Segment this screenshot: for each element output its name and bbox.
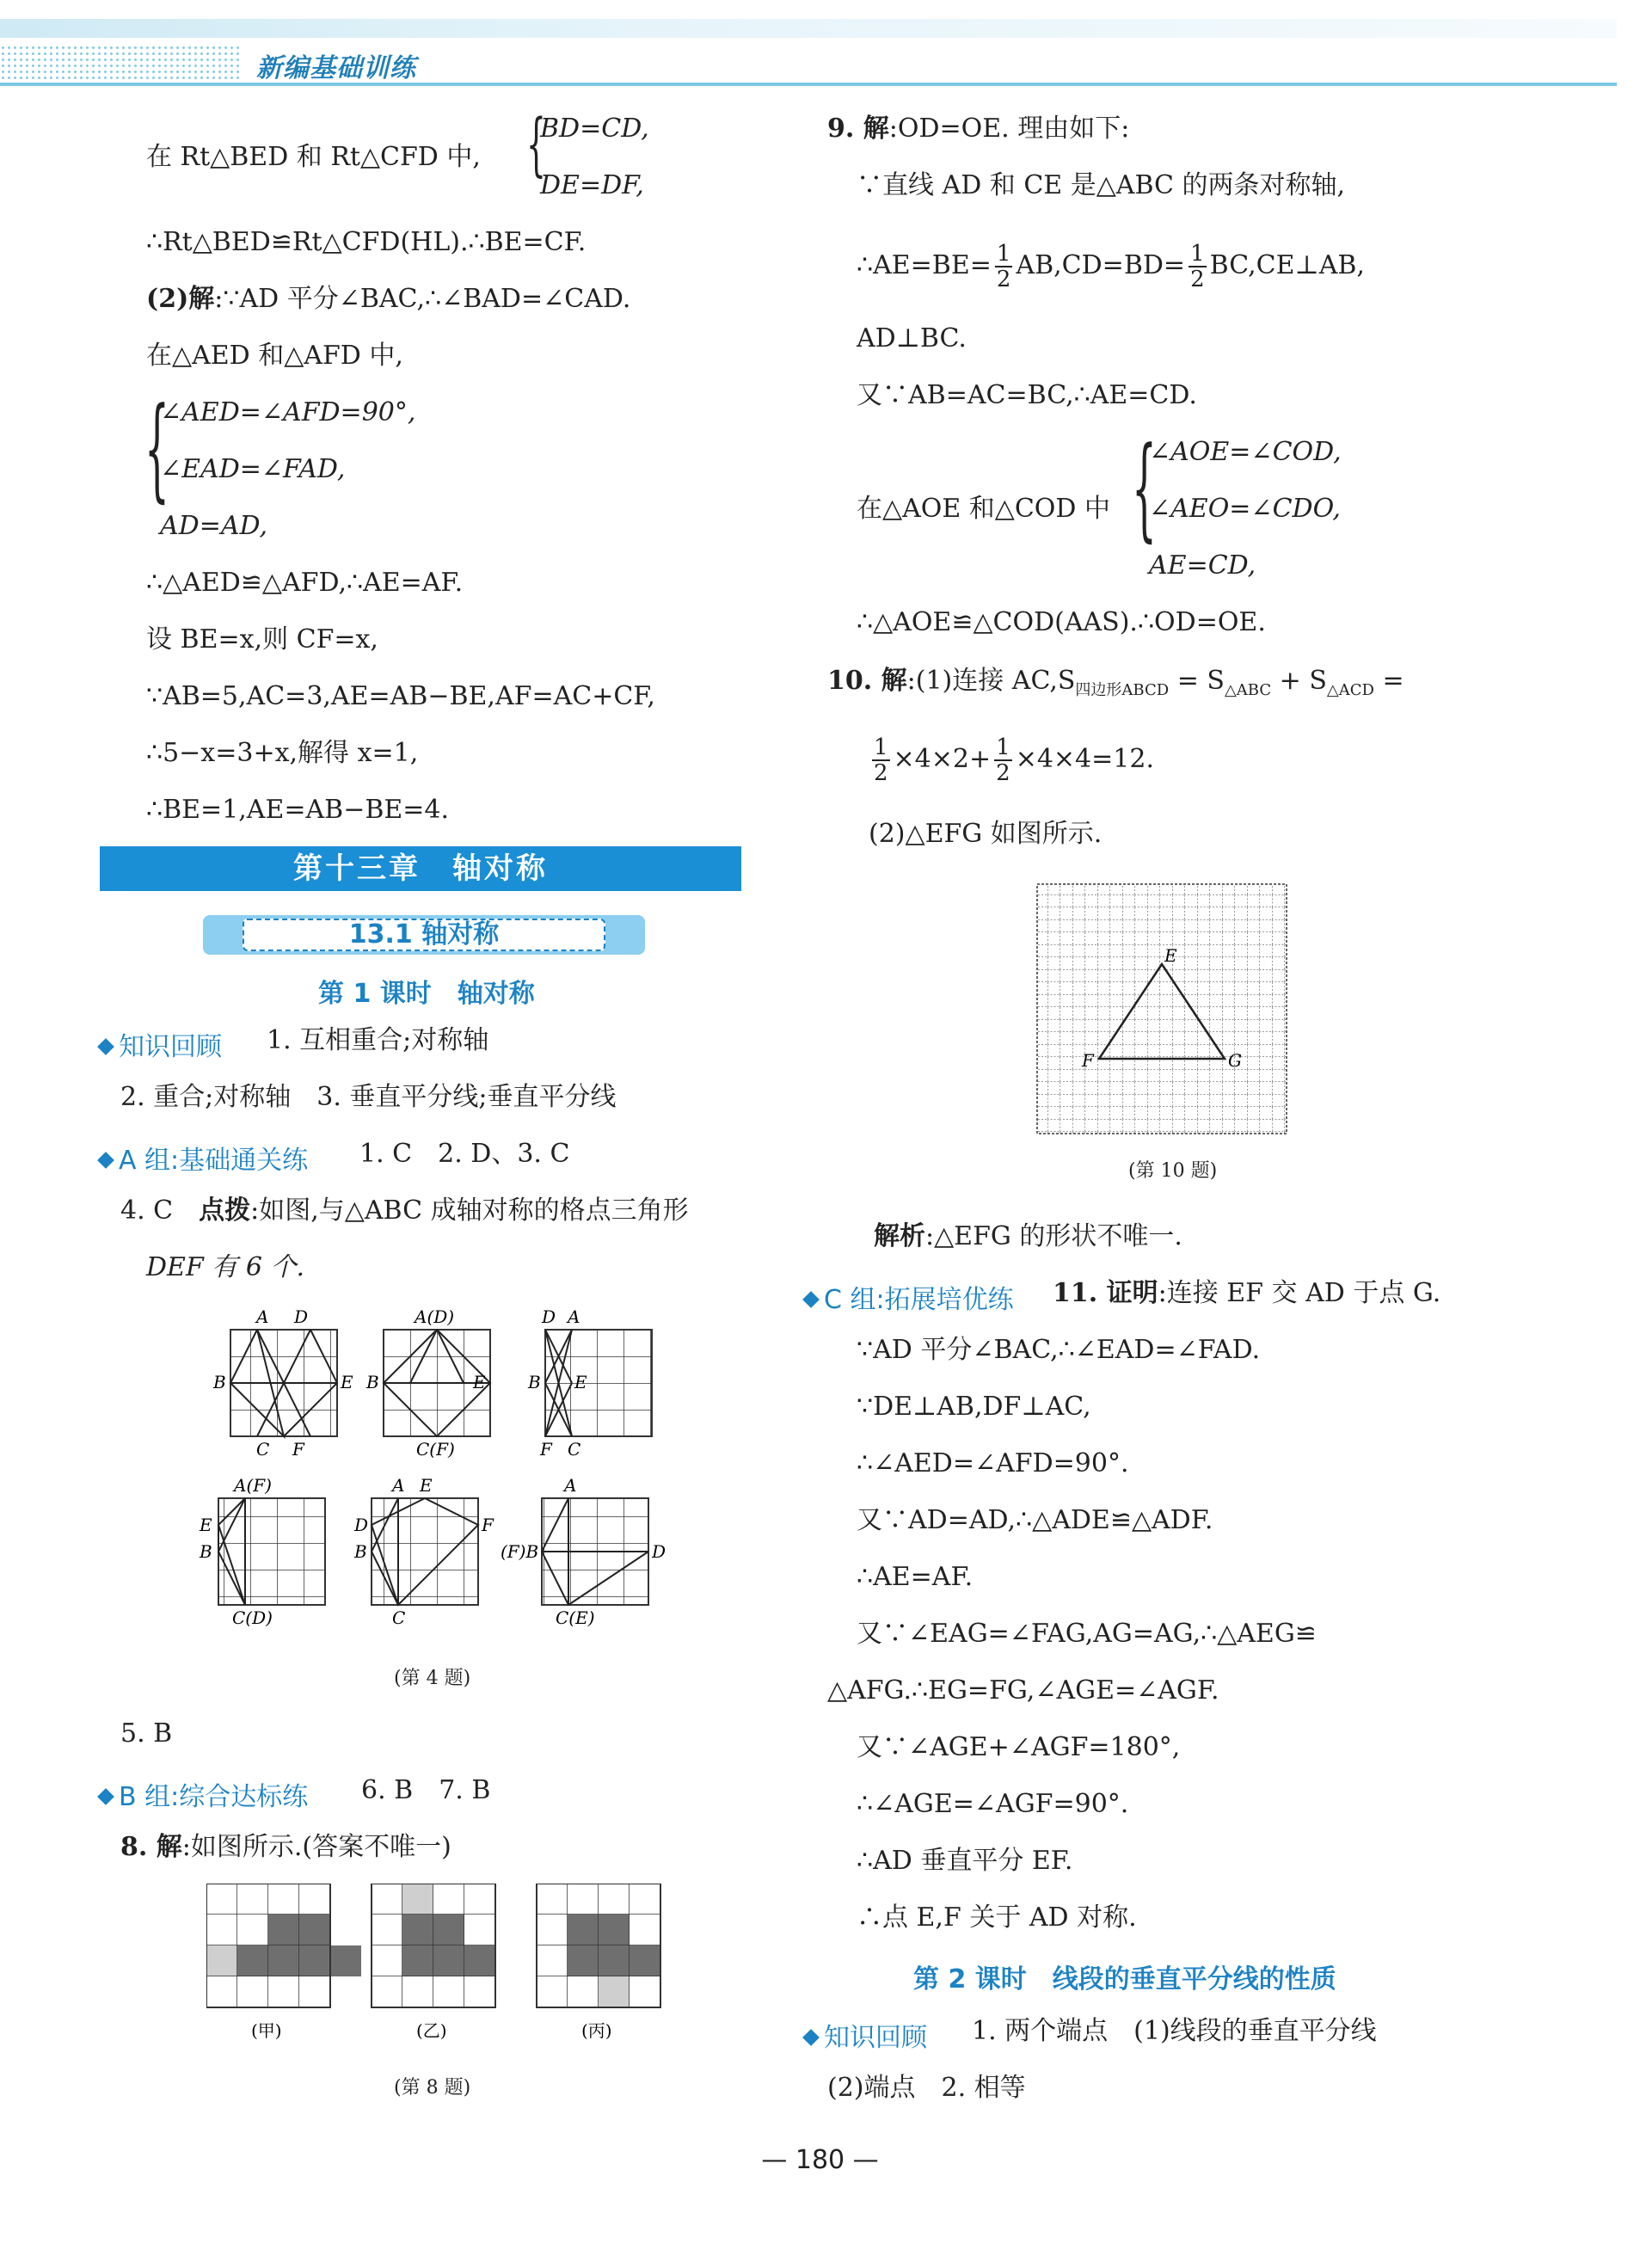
group-a-label [100, 1139, 308, 1177]
brace: { [526, 104, 546, 184]
fig4-label: A(D) [415, 1306, 455, 1327]
group-a-answers: 1. C 2. D、3. C [359, 1139, 570, 1169]
fig4-label: C(E) [556, 1607, 595, 1628]
q4-line-1 [120, 1194, 689, 1228]
left-line-1: 在 Rt△BED 和 Rt△CFD 中, [146, 142, 481, 172]
q5-answer: 5. B [120, 1718, 173, 1749]
right-line-19: △AFG.∴EG=FG,∠AGE=∠AGF. [827, 1675, 1219, 1706]
fig4-label: C [392, 1607, 406, 1628]
right-line-22: ∴AD 垂直平分 EF. [857, 1846, 1073, 1876]
frac-den: 2 [996, 267, 1011, 292]
diamond-icon [802, 1291, 820, 1308]
q10-end: = [1373, 666, 1404, 696]
r3-part-b: AB,CD=BD= [1016, 250, 1186, 280]
lesson-title: 第 1 课时 轴对称 [318, 979, 535, 1009]
right-sys-2: ∠AEO=∠CDO, [1149, 494, 1341, 524]
kr2-answer-1: 1. 两个端点 (1)线段的垂直平分线 [972, 2016, 1377, 2046]
fig4-label: C(D) [232, 1607, 273, 1628]
fig4-label: A(F) [234, 1475, 272, 1496]
kr2-answer-2: (2)端点 2. 相等 [827, 2073, 1026, 2103]
right-line-6: 在△AOE 和△COD 中 [857, 494, 1110, 524]
left-sys-2: DE=DF, [540, 170, 644, 200]
header-title: 新编基础训练 [256, 53, 416, 83]
figure-10 [1035, 882, 1290, 1140]
fig4-label: A [568, 1306, 580, 1327]
fig8-grid-1 [206, 1884, 361, 2007]
knowledge-review-2-text: 知识回顾 [824, 2023, 927, 2053]
fig8-grid-3 [537, 1884, 660, 2007]
half-fraction [994, 735, 1012, 785]
diamond-icon [97, 1152, 114, 1169]
fig8-label: (丙) [581, 2020, 612, 2041]
group-b-answers: 6. B 7. B [361, 1775, 491, 1805]
diamond-icon [802, 2029, 820, 2046]
fig4-panel-2 [365, 1306, 490, 1460]
left-line-11: ∴5−x=3+x,解得 x=1, [146, 738, 419, 768]
fig4-label: B [354, 1541, 367, 1562]
q10-text: :(1)连接 AC,S [906, 666, 1076, 696]
group-c-text: C 组:拓展培优练 [824, 1285, 1014, 1315]
frac-num: 1 [996, 241, 1011, 267]
fig4-label: A [564, 1475, 577, 1496]
header-rule [0, 83, 1617, 86]
right-line-3 [857, 227, 1365, 304]
fig4-label: F [292, 1439, 304, 1460]
section-title: 13.1 轴对称 [243, 919, 605, 951]
q10-plus: + S [1271, 666, 1327, 696]
page-number: — 180 — [761, 2145, 879, 2175]
figure-4 [198, 1304, 697, 1665]
fig4-label: (F)B [501, 1541, 539, 1562]
q11-label: 11. 证明 [1053, 1278, 1158, 1308]
left-line-3-text: :∵AD 平分∠BAC,∴∠BAD=∠CAD. [214, 284, 631, 314]
right-line-9 [869, 721, 1154, 798]
fig8-grid-2 [372, 1884, 495, 2007]
right-line-16: 又∵AD=AD,∴△ADE≌△ADF. [857, 1505, 1213, 1535]
fig4-label: E [473, 1372, 486, 1392]
left-line-4: 在△AED 和△AFD 中, [146, 341, 403, 371]
left-line-8: ∴△AED≌△AFD,∴AE=AF. [146, 568, 464, 598]
figure-8 [206, 1884, 671, 2056]
r3-part-a: ∴AE=BE= [857, 250, 992, 280]
frac-den: 2 [874, 760, 888, 786]
q10-eq: = S [1169, 666, 1225, 696]
header-band [0, 19, 1617, 38]
knowledge-review-2-label [805, 2016, 927, 2054]
right-sys-3: AE=CD, [1149, 550, 1256, 581]
frac-den: 2 [996, 760, 1010, 786]
header-dots [0, 45, 241, 81]
q4-text: :如图,与△ABC 成轴对称的格点三角形 [250, 1195, 689, 1226]
diamond-icon [97, 1038, 114, 1055]
fig4-label: B [528, 1372, 541, 1392]
brace: { [1132, 422, 1157, 553]
fig8-label: (甲) [251, 2020, 282, 2041]
left-line-10: ∵AB=5,AC=3,AE=AB−BE,AF=AC+CF, [146, 681, 655, 711]
fig10-label-g: G [1228, 1050, 1242, 1071]
q8-label: 8. 解 [120, 1832, 182, 1862]
fig4-label: C [568, 1439, 581, 1460]
q9-line [827, 112, 1129, 146]
left-line-2: ∴Rt△BED≌Rt△CFD(HL).∴BE=CF. [146, 227, 587, 257]
r9-part-b: ×4×4=12. [1015, 744, 1154, 774]
q9-text: :OD=OE. 理由如下: [888, 114, 1130, 144]
analysis-text: :△EFG 的形状不唯一. [925, 1221, 1182, 1251]
frac-den: 2 [1190, 267, 1205, 292]
q8-text: :如图所示.(答案不唯一) [181, 1832, 451, 1862]
fig8-caption: (第 8 题) [394, 2077, 471, 2099]
fig4-panel-3 [527, 1306, 652, 1460]
r9-part-a: ×4×2+ [893, 744, 992, 774]
knowledge-review-text: 知识回顾 [119, 1032, 222, 1062]
q10-label: 10. 解 [827, 666, 907, 696]
right-line-21: ∴∠AGE=∠AGF=90°. [857, 1789, 1129, 1819]
fig4-label: C(F) [416, 1439, 455, 1460]
half-fraction [872, 735, 890, 785]
fig4-label: D [354, 1515, 369, 1535]
fig4-label: B [366, 1372, 379, 1392]
right-line-23: ∴点 E,F 关于 AD 对称. [857, 1902, 1137, 1933]
fig4-label: F [540, 1439, 552, 1460]
diamond-icon [97, 1788, 114, 1805]
right-line-15: ∴∠AED=∠AFD=90°. [857, 1448, 1129, 1478]
knowledge-review-label [100, 1025, 222, 1063]
fig4-panel-4 [199, 1475, 325, 1628]
q10-sub-2: △ABC [1224, 681, 1272, 699]
right-line-2: ∵直线 AD 和 CE 是△ABC 的两条对称轴, [857, 170, 1346, 200]
fig4-label: F [482, 1515, 494, 1535]
right-line-7: ∴△AOE≌△COD(AAS).∴OD=OE. [857, 607, 1266, 637]
fig4-label: E [200, 1515, 212, 1535]
half-fraction [995, 242, 1013, 292]
fig4-label: E [341, 1372, 353, 1392]
q8-line [120, 1830, 451, 1865]
fig4-label: D [542, 1306, 556, 1327]
lesson-2-title: 第 2 课时 线段的垂直平分线的性质 [913, 1964, 1336, 1994]
solution-label: (2)解 [146, 284, 215, 314]
fig4-caption: (第 4 题) [394, 1668, 471, 1689]
right-line-17: ∴AE=AF. [857, 1562, 974, 1592]
fig10-caption: (第 10 题) [1128, 1160, 1218, 1182]
analysis-line [874, 1220, 1182, 1254]
left-line-12: ∴BE=1,AE=AB−BE=4. [146, 795, 450, 825]
group-c-label [805, 1278, 1014, 1316]
right-line-10: (2)△EFG 如图所示. [869, 819, 1103, 849]
chapter-banner: 第十三章 轴对称 [100, 846, 741, 891]
q10-sub-1: 四边形ABCD [1075, 681, 1170, 699]
q11-text: :连接 EF 交 AD 于点 G. [1158, 1278, 1441, 1308]
fig4-label: E [420, 1475, 433, 1496]
r3-part-c: BC,CE⊥AB, [1209, 250, 1365, 280]
page-number-value: 180 [795, 2145, 845, 2175]
analysis-label: 解析 [874, 1221, 925, 1251]
fig4-panel-6 [501, 1475, 666, 1628]
q11-line [1053, 1276, 1440, 1311]
kr-answer-1: 1. 互相重合;对称轴 [267, 1025, 489, 1055]
section-banner [203, 915, 645, 955]
fig10-label-e: E [1164, 945, 1177, 966]
fig4-label: C [256, 1439, 270, 1460]
q10-line [827, 664, 1404, 708]
left-line-3 [146, 282, 630, 317]
left-sys-1: BD=CD, [540, 114, 649, 144]
group-a-text: A 组:基础通关练 [119, 1146, 309, 1176]
q4-line-2: DEF 有 6 个. [146, 1252, 304, 1282]
right-line-18: 又∵∠EAG=∠FAG,AG=AG,∴△AEG≌ [857, 1619, 1317, 1649]
q9-label: 9. 解 [827, 114, 889, 144]
left-sys-5: AD=AD, [160, 511, 268, 541]
fig4-label: A [392, 1475, 405, 1496]
half-fraction [1189, 242, 1207, 292]
fig10-label-f: F [1082, 1050, 1094, 1071]
right-line-20: 又∵∠AGE+∠AGF=180°, [857, 1732, 1181, 1762]
left-sys-4: ∠EAD=∠FAD, [160, 454, 346, 484]
fig4-label: A [256, 1306, 269, 1327]
fig4-label: D [294, 1306, 309, 1327]
q4-number: 4. C [120, 1195, 200, 1226]
right-line-5: 又∵AB=AC=BC,∴AE=CD. [857, 380, 1197, 410]
frac-num: 1 [874, 734, 888, 760]
frac-num: 1 [1190, 241, 1205, 267]
fig4-label: E [574, 1372, 587, 1392]
fig4-label: B [213, 1372, 226, 1392]
group-b-text: B 组:综合达标练 [119, 1782, 309, 1812]
left-sys-3: ∠AED=∠AFD=90°, [160, 397, 416, 427]
right-sys-1: ∠AOE=∠COD, [1149, 437, 1342, 467]
group-b-label [100, 1775, 308, 1813]
fig8-label: (乙) [416, 2020, 447, 2041]
q10-sub-3: △ACD [1326, 681, 1374, 699]
fig4-label: D [652, 1541, 666, 1562]
page-header [0, 0, 1640, 86]
right-line-14: ∵DE⊥AB,DF⊥AC, [857, 1392, 1091, 1422]
hint-label: 点拨 [199, 1195, 251, 1226]
fig4-panel-1 [212, 1306, 353, 1460]
frac-num: 1 [996, 734, 1010, 760]
kr-answer-2: 2. 重合;对称轴 3. 垂直平分线;垂直平分线 [120, 1082, 617, 1112]
brace: { [144, 383, 169, 513]
left-line-9: 设 BE=x,则 CF=x, [146, 624, 378, 655]
right-line-13: ∵AD 平分∠BAC,∴∠EAD=∠FAD. [857, 1335, 1261, 1365]
fig4-label: B [200, 1541, 212, 1562]
right-line-4: AD⊥BC. [857, 323, 967, 353]
fig4-panel-5 [353, 1475, 494, 1628]
